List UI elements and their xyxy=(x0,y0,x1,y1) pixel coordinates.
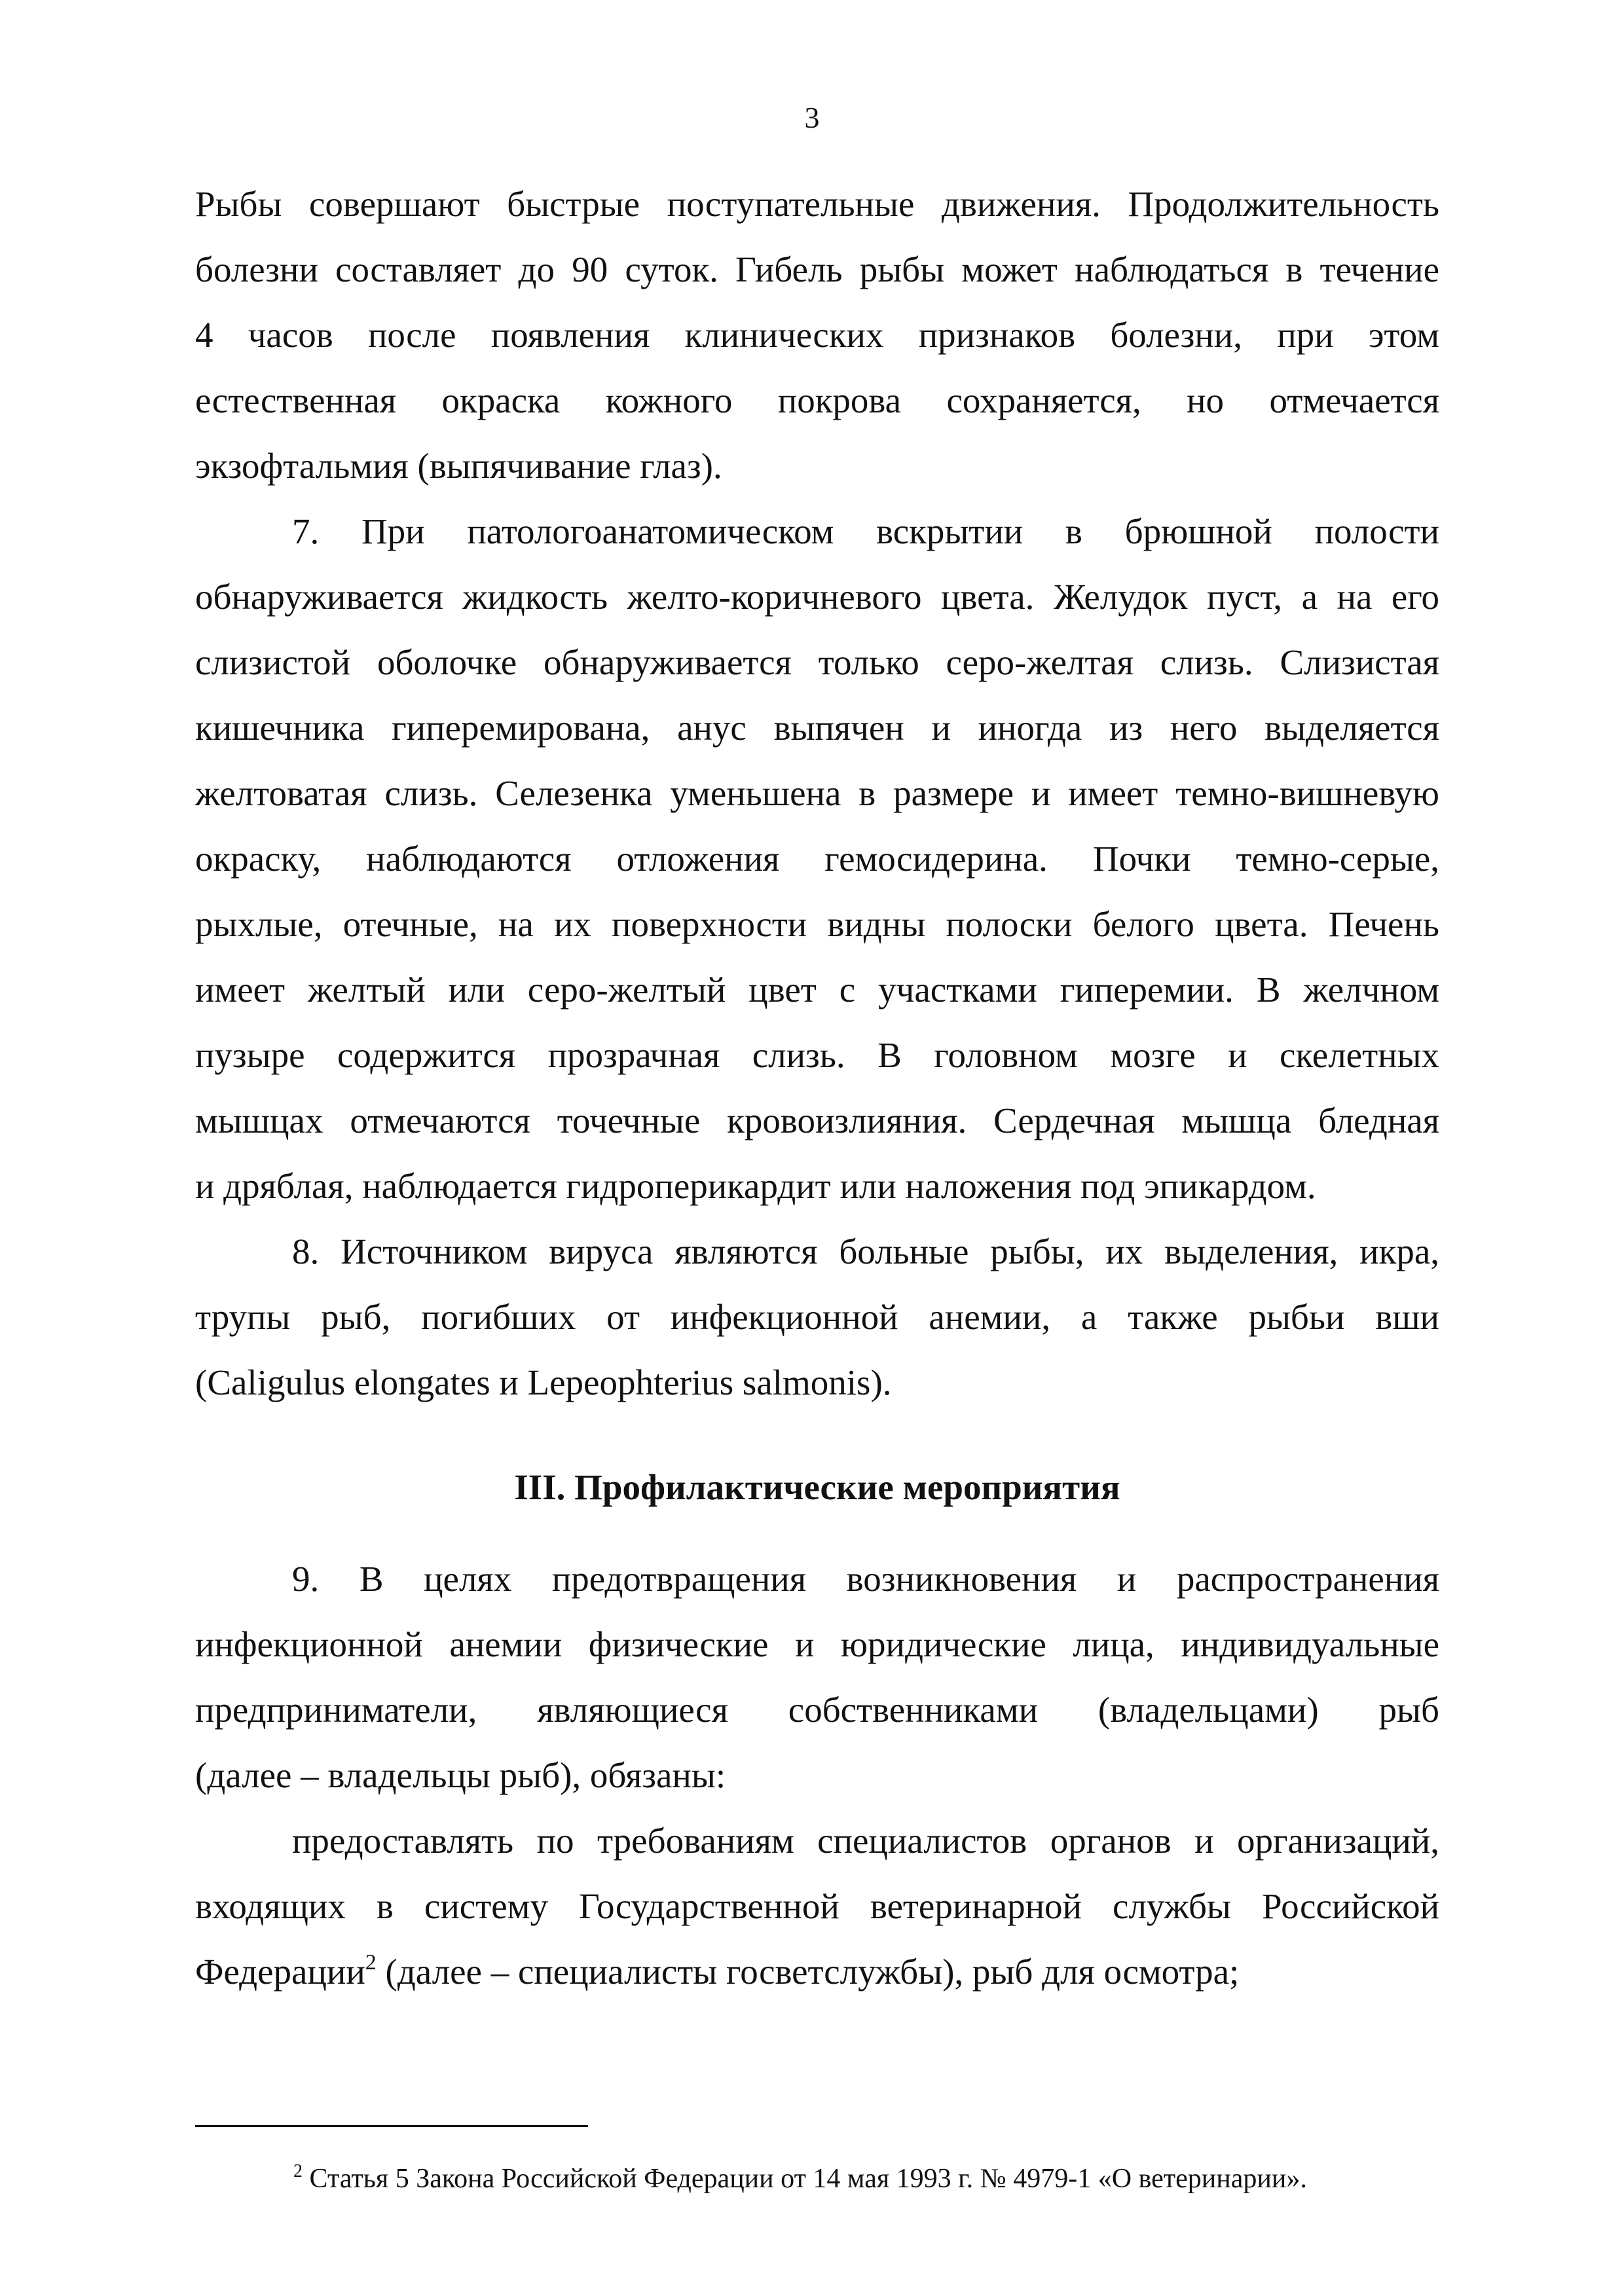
text-line: кишечника гиперемирована, анус выпячен и иногда из него выделяется xyxy=(195,708,1439,748)
text-line: предоставлять по требованиям специалистов органов и организаций, xyxy=(292,1821,1439,1861)
paragraph-7 xyxy=(195,499,1439,1219)
paragraph-8 xyxy=(195,1219,1439,1415)
text-line-with-footnote-ref xyxy=(195,1939,1439,2005)
text-line: естественная окраска кожного покрова сохраняется, но отмечается xyxy=(195,380,1439,420)
text-line: рыхлые, отечные, на их поверхности видны полоски белого цвета. Печень xyxy=(195,904,1439,944)
footnote-reference: 2 xyxy=(365,1950,377,1975)
text-line: имеет желтый или серо-желтый цвет с участками гиперемии. В желчном xyxy=(195,970,1439,1010)
text-line: желтоватая слизь. Селезенка уменьшена в размере и имеет темно-вишневую xyxy=(195,773,1439,813)
text-line: окраску, наблюдаются отложения гемосидерина. Почки темно-серые, xyxy=(195,839,1439,879)
section-heading: III. Профилактические мероприятия xyxy=(514,1467,1120,1507)
footnote-text: Статья 5 Закона Российской Федерации от 14 мая 1993 г. № 4979-1 «О ветеринарии». xyxy=(303,2164,1307,2194)
text-line: и дряблая, наблюдается гидроперикардит или наложения под эпикардом. xyxy=(195,1166,1316,1206)
text-line: мышцах отмечаются точечные кровоизлияния. Сердечная мышца бледная xyxy=(195,1101,1439,1140)
footnote-separator xyxy=(195,2125,588,2127)
text-line: 4 часов после появления клинических признаков болезни, при этом xyxy=(195,315,1439,355)
text-line: экзофтальмия (выпячивание глаз). xyxy=(195,446,722,486)
text-line: входящих в систему Государственной ветеринарной службы Российской xyxy=(195,1886,1439,1926)
text-line: слизистой оболочке обнаруживается только серо-желтая слизь. Слизистая xyxy=(195,642,1439,682)
text-line: пузыре содержится прозрачная слизь. В головном мозге и скелетных xyxy=(195,1035,1439,1075)
text-line: инфекционной анемии физические и юридические лица, индивидуальные xyxy=(195,1624,1439,1664)
footnote xyxy=(293,2160,1307,2197)
text-fragment: (далее – специалисты госветслужбы), рыб для осмотра; xyxy=(376,1952,1240,1992)
paragraph-9-obligation-1 xyxy=(195,1808,1439,2005)
paragraph-9 xyxy=(195,1546,1439,1808)
text-line: 9. В целях предотвращения возникновения и распространения xyxy=(292,1559,1439,1599)
document-body xyxy=(195,172,1439,2005)
text-line: Рыбы совершают быстрые поступательные движения. Продолжительность xyxy=(195,184,1439,224)
text-line: трупы рыб, погибших от инфекционной анемии, а также рыбьи вши xyxy=(195,1297,1439,1337)
text-line: (Caligulus elongates и Lepeophterius salmonis). xyxy=(195,1362,892,1402)
text-line: (далее – владельцы рыб), обязаны: xyxy=(195,1755,726,1795)
paragraph-6-continuation xyxy=(195,172,1439,499)
text-fragment: Федерации xyxy=(195,1952,365,1992)
text-line: 8. Источником вируса являются больные рыбы, их выделения, икра, xyxy=(292,1231,1439,1271)
page-number: 3 xyxy=(804,101,820,134)
footnote-marker: 2 xyxy=(293,2161,303,2181)
text-line: болезни составляет до 90 суток. Гибель рыбы может наблюдаться в течение xyxy=(195,249,1439,289)
text-line: обнаруживается жидкость желто-коричневого цвета. Желудок пуст, а на его xyxy=(195,577,1439,617)
text-line: 7. При патологоанатомическом вскрытии в брюшной полости xyxy=(292,511,1439,551)
text-line: предприниматели, являющиеся собственниками (владельцами) рыб xyxy=(195,1690,1439,1730)
